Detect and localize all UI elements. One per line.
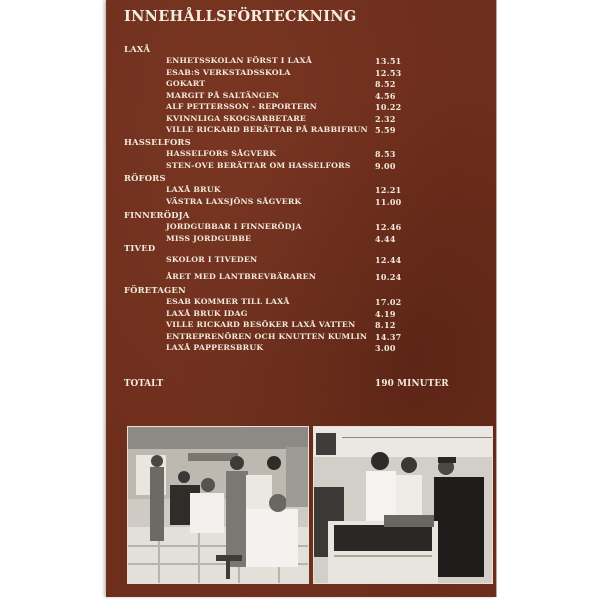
toc-entry-time: 8.12	[375, 320, 396, 330]
toc-entry-title: KVINNLIGA SKOGSARBETARE	[166, 113, 307, 123]
toc-entry-time: 9.00	[375, 160, 396, 171]
toc-entry-time: 4.44	[375, 233, 396, 244]
toc-entry-time: 12.46	[375, 222, 402, 232]
toc-entry-title: VÄSTRA LAXSJÖNS SÅGVERK	[166, 196, 302, 206]
toc-entry-title: ESAB KOMMER TILL LAXÅ	[166, 297, 290, 306]
toc-entry-time: 12.21	[375, 185, 402, 195]
toc-entry-title: VILLE RICKARD BESÖKER LAXÅ VATTEN	[166, 320, 356, 329]
total-label: TOTALT	[124, 379, 164, 389]
page-title: INNEHÅLLSFÖRTECKNING	[124, 8, 357, 25]
toc-entry-title: STEN-OVE BERÄTTAR OM HASSELFORS	[166, 160, 351, 170]
section-heading: FÖRETAGEN	[124, 285, 186, 295]
toc-entry-time: 3.00	[375, 343, 396, 353]
toc-entry-title: LAXÅ BRUK IDAG	[166, 308, 248, 318]
toc-entry-time: 8.53	[375, 149, 396, 159]
toc-entry-title: LAXÅ PAPPERSBRUK	[166, 343, 264, 352]
toc-entry-title: ESAB:S VERKSTADSSKOLA	[166, 67, 291, 77]
toc-entry-title: SKOLOR I TIVEDEN	[166, 255, 258, 264]
toc-entry-time: 13.51	[375, 56, 402, 66]
toc-entry-title: LAXÅ BRUK	[166, 185, 221, 194]
toc-entry-time: 4.56	[375, 90, 396, 101]
section-heading: HASSELFORS	[124, 137, 191, 147]
total-value: 190 MINUTER	[375, 379, 449, 389]
toc-entry-title: ALF PETTERSSON - REPORTERN	[166, 102, 317, 111]
toc-entry-title: ENHETSSKOLAN FÖRST I LAXÅ	[166, 56, 312, 65]
toc-entry-title: HASSELFORS SÅGVERK	[166, 149, 277, 158]
toc-entry-time: 12.53	[375, 67, 402, 78]
toc-entry-title: VILLE RICKARD BERÄTTAR PÅ RABBIFRUN	[166, 125, 368, 134]
toc-entry-title: ENTREPRENÖREN OCH KNUTTEN KUMLIN	[166, 331, 368, 341]
toc-entry-title: JORDGUBBAR I FINNERÖDJA	[166, 222, 302, 231]
toc-entry-time: 8.52	[375, 79, 396, 89]
toc-entry-time: 2.32	[375, 113, 396, 124]
toc-entry-time: 4.19	[375, 308, 396, 319]
section-heading: LAXÅ	[124, 44, 151, 54]
toc-entry-time: 5.59	[375, 125, 396, 135]
toc-entry-title: MISS JORDGUBBE	[166, 233, 252, 243]
toc-entry-title: ÅRET MED LANTBREVBÄRAREN	[166, 271, 317, 281]
toc-entry-time: 11.00	[375, 196, 402, 207]
section-heading: RÖFORS	[124, 173, 166, 183]
toc-entry-time: 17.02	[375, 297, 402, 307]
section-heading: TIVED	[124, 243, 156, 253]
toc-entry-time: 14.37	[375, 331, 402, 342]
barbershop-photo	[127, 426, 309, 584]
toc-entry-time: 10.22	[375, 102, 402, 112]
toc-entry-time: 12.44	[375, 255, 402, 265]
section-heading: FINNERÖDJA	[124, 210, 190, 220]
toc-entry-title: GOKART	[166, 79, 206, 88]
toc-entry-time: 10.24	[375, 271, 402, 282]
toc-entry-title: MARGIT PÅ SALTÄNGEN	[166, 90, 280, 100]
workshop-photo	[313, 426, 493, 584]
